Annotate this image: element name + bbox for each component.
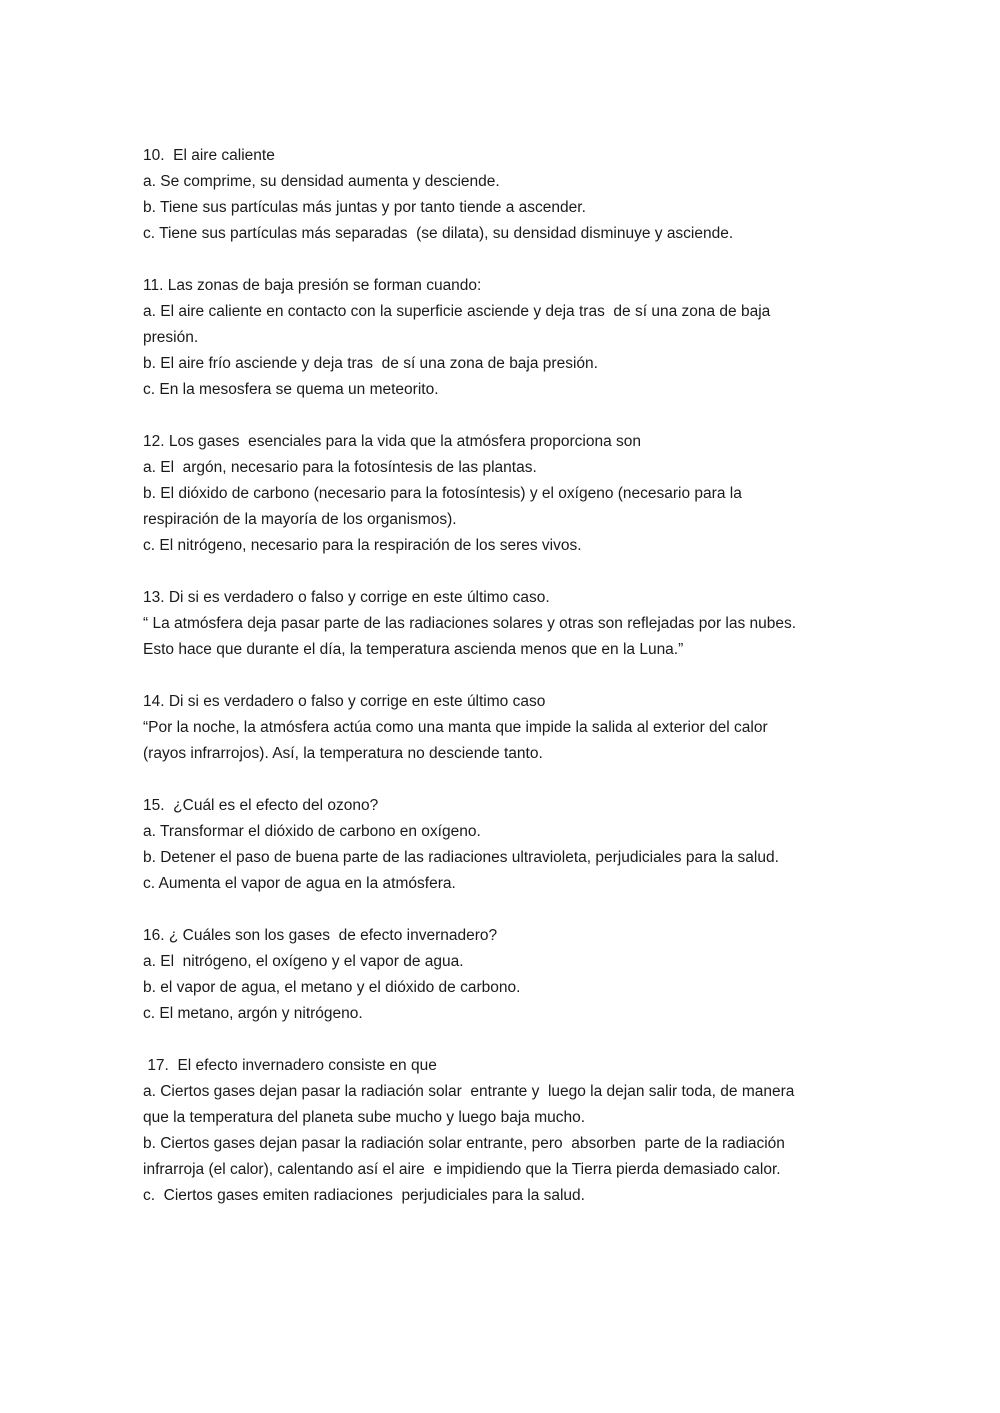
question-12-stem: 12. Los gases esenciales para la vida que la atmósfera proporciona son [143, 433, 642, 450]
question-15 [143, 793, 863, 897]
worksheet-page [143, 143, 863, 1235]
question-17-option-a: a. Ciertos gases dejan pasar la radiación solar entrante y luego la dejan salir toda, de manera [143, 1083, 795, 1100]
question-16-option-c: c. El metano, argón y nitrógeno. [143, 1005, 363, 1022]
question-10 [143, 143, 863, 247]
question-14 [143, 689, 863, 767]
question-13-statement: “ La atmósfera deja pasar parte de las radiaciones solares y otras son reflejadas por las nubes. [143, 615, 797, 632]
question-15-stem: 15. ¿Cuál es el efecto del ozono? [143, 797, 379, 814]
question-14-stem: 14. Di si es verdadero o falso y corrige en este último caso [143, 693, 546, 710]
question-12-option-c: c. El nitrógeno, necesario para la respiración de los seres vivos. [143, 537, 582, 554]
question-10-option-b: b. Tiene sus partículas más juntas y por tanto tiende a ascender. [143, 199, 586, 216]
question-17-option-b-continued: infrarroja (el calor), calentando así el aire e impidiendo que la Tierra pierda demasiado calor. [143, 1161, 781, 1178]
question-11-option-b: b. El aire frío asciende y deja tras de sí una zona de baja presión. [143, 355, 598, 372]
question-15-option-a: a. Transformar el dióxido de carbono en oxígeno. [143, 823, 481, 840]
question-12 [143, 429, 863, 559]
question-12-option-b: b. El dióxido de carbono (necesario para la fotosíntesis) y el oxígeno (necesario para la [143, 485, 742, 502]
question-13-stem: 13. Di si es verdadero o falso y corrige en este último caso. [143, 589, 550, 606]
question-13-statement-continued: Esto hace que durante el día, la temperatura ascienda menos que en la Luna.” [143, 641, 684, 658]
question-17-option-a-continued: que la temperatura del planeta sube mucho y luego baja mucho. [143, 1109, 586, 1126]
question-11-option-c: c. En la mesosfera se quema un meteorito. [143, 381, 439, 398]
question-11-option-a-continued: presión. [143, 329, 199, 346]
question-14-statement-continued: (rayos infrarrojos). Así, la temperatura no desciende tanto. [143, 745, 543, 762]
question-17 [143, 1053, 863, 1209]
question-16-stem: 16. ¿ Cuáles son los gases de efecto invernadero? [143, 927, 498, 944]
question-15-option-b: b. Detener el paso de buena parte de las radiaciones ultravioleta, perjudiciales para la salud. [143, 849, 779, 866]
question-12-option-b-continued: respiración de la mayoría de los organismos). [143, 511, 457, 528]
question-16 [143, 923, 863, 1027]
question-10-option-a: a. Se comprime, su densidad aumenta y desciende. [143, 173, 500, 190]
question-13 [143, 585, 863, 663]
question-14-statement: “Por la noche, la atmósfera actúa como una manta que impide la salida al exterior del calor [143, 719, 768, 736]
question-17-stem: 17. El efecto invernadero consiste en que [143, 1057, 437, 1074]
question-12-option-a: a. El argón, necesario para la fotosíntesis de las plantas. [143, 459, 537, 476]
question-11-option-a: a. El aire caliente en contacto con la superficie asciende y deja tras de sí una zona de baja [143, 303, 771, 320]
question-16-option-b: b. el vapor de agua, el metano y el dióxido de carbono. [143, 979, 521, 996]
question-17-option-b: b. Ciertos gases dejan pasar la radiación solar entrante, pero absorben parte de la radiación [143, 1135, 785, 1152]
question-16-option-a: a. El nitrógeno, el oxígeno y el vapor de agua. [143, 953, 464, 970]
question-11-stem: 11. Las zonas de baja presión se forman cuando: [143, 277, 482, 294]
question-10-option-c: c. Tiene sus partículas más separadas (se dilata), su densidad disminuye y asciende. [143, 225, 734, 242]
question-11 [143, 273, 863, 403]
question-10-stem: 10. El aire caliente [143, 147, 275, 164]
question-17-option-c: c. Ciertos gases emiten radiaciones perjudiciales para la salud. [143, 1187, 585, 1204]
question-15-option-c: c. Aumenta el vapor de agua en la atmósfera. [143, 875, 456, 892]
